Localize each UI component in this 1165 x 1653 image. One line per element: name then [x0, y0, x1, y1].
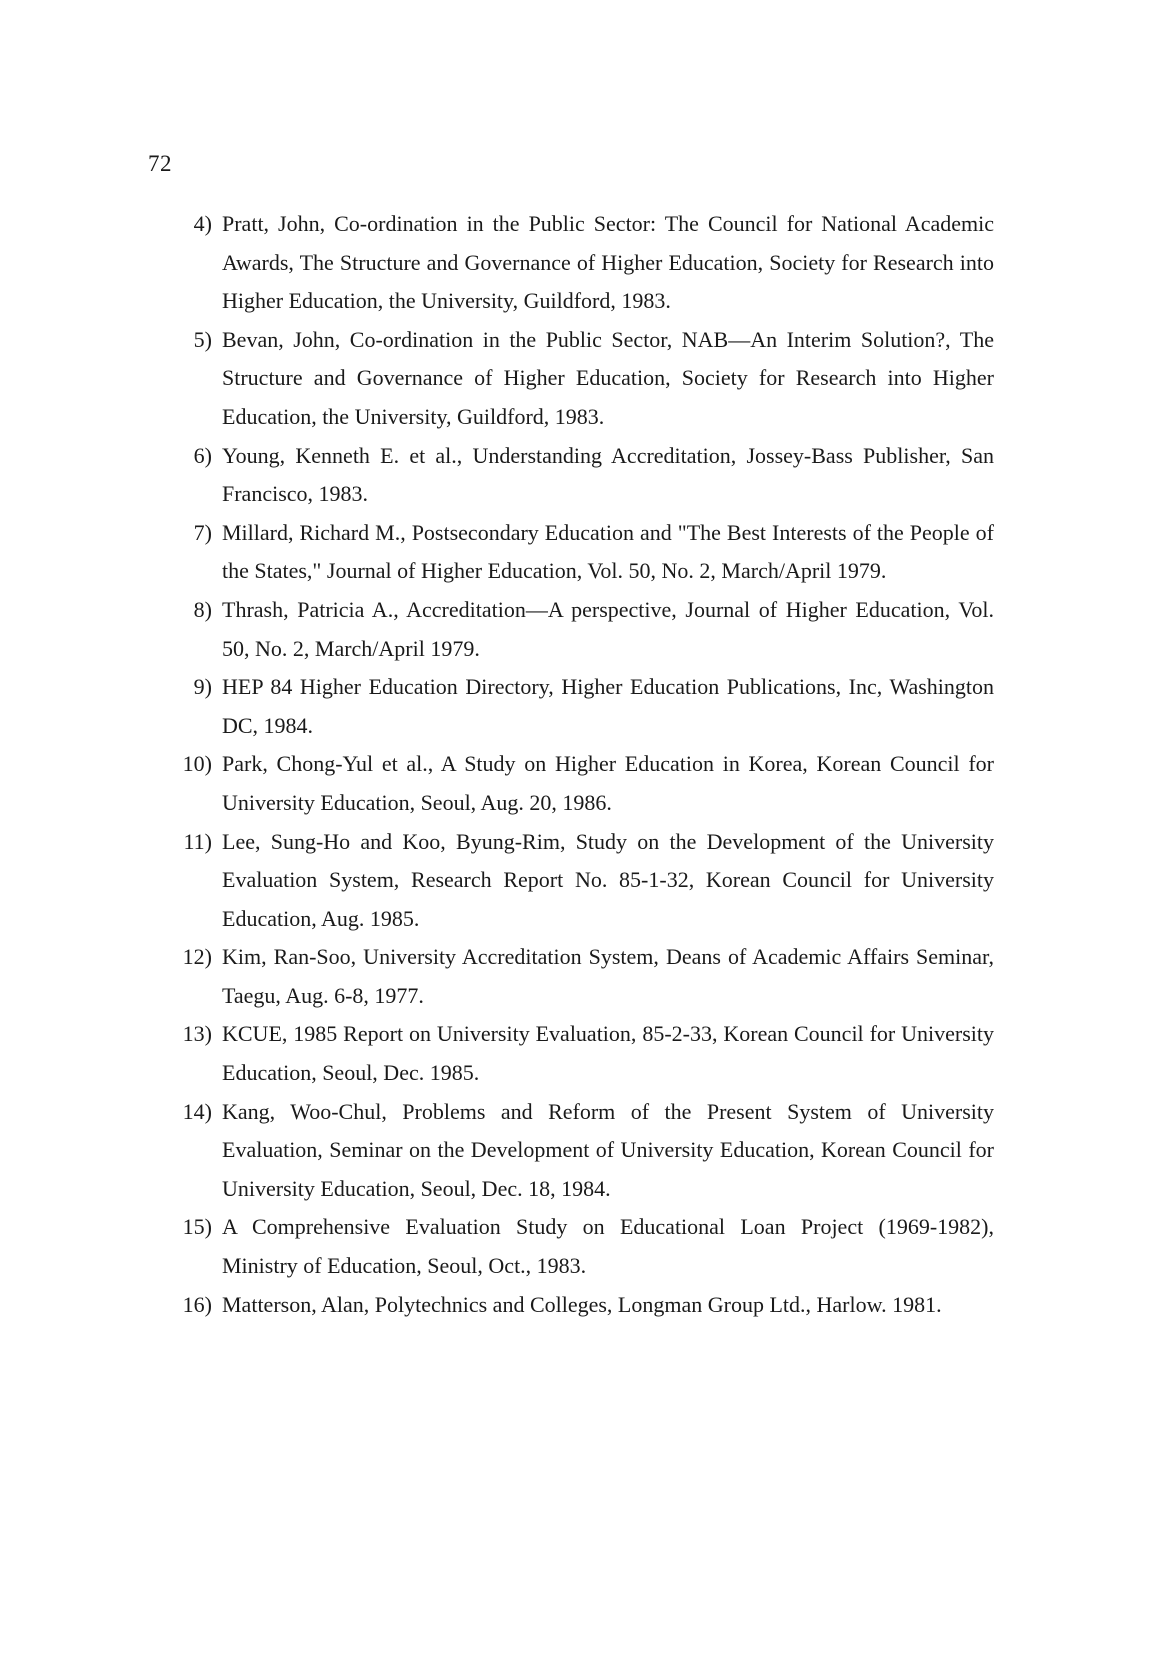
reference-text: Kim, Ran-Soo, University Accreditation System, Deans of Academic Affairs Seminar, Taegu, Aug. 6-8, 1977.: [222, 944, 994, 1008]
reference-number: 4): [193, 211, 212, 236]
reference-text: Young, Kenneth E. et al., Understanding Accreditation, Jossey-Bass Publisher, San Francisco, 1983.: [222, 442, 994, 507]
reference-item: [150, 1093, 994, 1209]
reference-number: 11): [183, 828, 212, 854]
reference-item: [150, 514, 994, 591]
reference-item: [150, 823, 994, 939]
reference-number: 16): [182, 1291, 212, 1317]
reference-text: HEP 84 Higher Education Directory, Higher Education Publications, Inc, Washington DC, 1984.: [222, 674, 994, 738]
page-number: 72: [148, 151, 172, 176]
reference-number: 5): [193, 326, 212, 352]
reference-text: A Comprehensive Evaluation Study on Educational Loan Project (1969-1982), Ministry of Education, Seoul, Oct., 1983.: [222, 1214, 994, 1279]
reference-text: Park, Chong-Yul et al., A Study on Higher Education in Korea, Korean Council for University Education, Seoul, Aug. 20, 1986.: [222, 751, 994, 815]
reference-list: [150, 205, 994, 1324]
reference-item: [150, 437, 994, 514]
reference-item: [150, 745, 994, 822]
reference-number: 12): [182, 944, 212, 970]
reference-item: [150, 321, 994, 437]
reference-item: [150, 205, 994, 321]
reference-text: Bevan, John, Co-ordination in the Public Sector, NAB—An Interim Solution?, The Structure and Governance of Higher Education, Society for Research into Higher Education, the University, Guildford, 1983.: [222, 326, 994, 429]
reference-number: 10): [182, 751, 212, 777]
reference-text: Millard, Richard M., Postsecondary Education and "The Best Interests of the People of the States," Journal of Higher Education, Vol. 50, No. 2, March/April 1979.: [222, 519, 994, 584]
reference-number: 13): [182, 1021, 212, 1047]
reference-text: Kang, Woo-Chul, Problems and Reform of the Present System of University Evaluation, Seminar on the Development of University Education, Korean Council for University Education, Seoul, Dec. 18, 1984.: [222, 1098, 994, 1201]
reference-number: 15): [182, 1214, 212, 1240]
reference-item: [150, 1208, 994, 1285]
reference-number: 8): [193, 596, 212, 622]
reference-item: [150, 591, 994, 668]
reference-number: 9): [193, 674, 212, 700]
reference-text: Matterson, Alan, Polytechnics and Colleges, Longman Group Ltd., Harlow. 1981.: [222, 1291, 942, 1317]
reference-number: 7): [193, 519, 212, 545]
reference-number: 6): [193, 442, 212, 468]
reference-text: Thrash, Patricia A., Accreditation—A perspective, Journal of Higher Education, Vol. 50, No. 2, March/April 1979.: [222, 596, 994, 661]
reference-text: Pratt, John, Co-ordination in the Public Sector: The Council for National Academic Awards, The Structure and Governance of Higher Education, Society for Research into Higher Education, the University, Guildford, 1983.: [222, 211, 994, 314]
reference-item: [150, 938, 994, 1015]
reference-item: [150, 1286, 994, 1325]
reference-item: [150, 1015, 994, 1092]
reference-item: [150, 668, 994, 745]
reference-text: Lee, Sung-Ho and Koo, Byung-Rim, Study on the Development of the University Evaluation System, Research Report No. 85-1-32, Korean Council for University Education, Aug. 1985.: [222, 828, 994, 931]
reference-number: 14): [182, 1098, 212, 1124]
reference-text: KCUE, 1985 Report on University Evaluation, 85-2-33, Korean Council for University Education, Seoul, Dec. 1985.: [222, 1021, 994, 1086]
